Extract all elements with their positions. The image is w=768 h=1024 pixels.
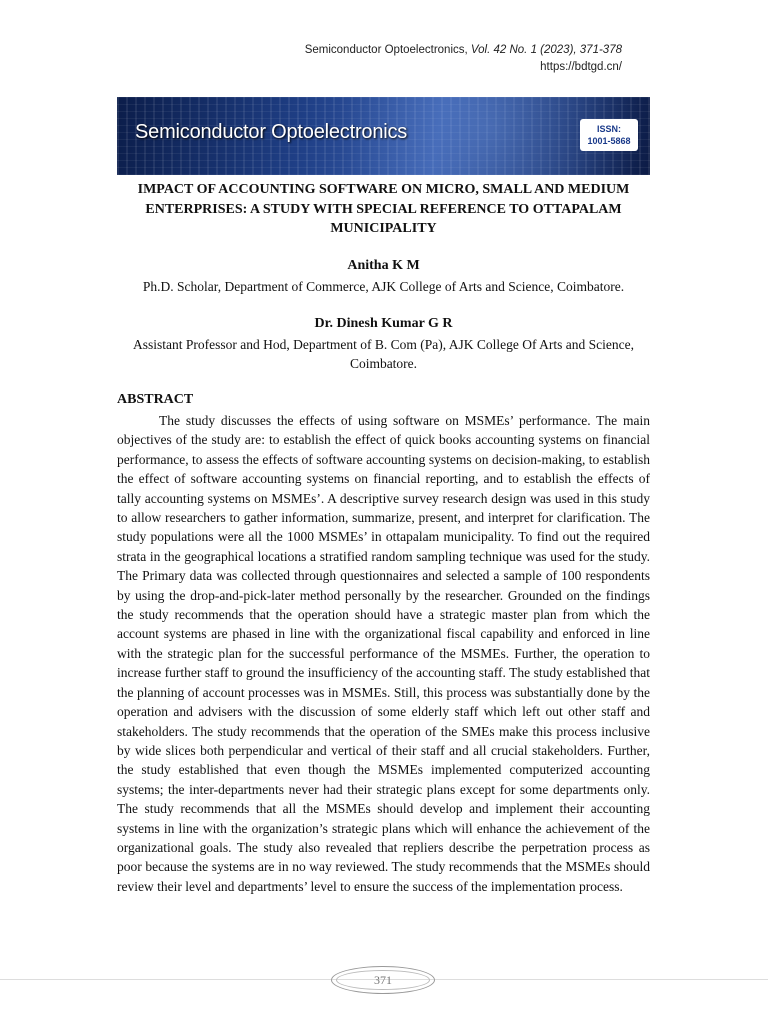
volume-info: Vol. 42 No. 1 (2023), 371-378 — [470, 44, 622, 56]
banner-title: Semiconductor Optoelectronics — [135, 121, 408, 143]
abstract-text: The study discusses the effects of using software on MSMEs’ performance. The main objectives of the study are: to establish the effect of quick books accounting systems on financial performance, to assess the effects of software accounting systems on decision-making, to establish the effect of software accounting systems on financial reporting, and to establish the effects of tally accounting systems on MSMEs’. A descriptive survey research design was used in this study to allow researchers to gather information, summarize, present, and interpret for clarification. The study populations were all the 1000 MSMEs’ in ottapalam municipality. To find out the required strata in the geographical locations a stratified random sampling technique was used for the study. The Primary data was collected through questionnaires and selected a sample of 100 respondents by using the drop-and-pick-later method personally by the researcher. Grounded on the findings the study recommends that the operation should have a strategic master plan from which the account systems are phased in line with the organizational fiscal capability and enforced in line with the strategic plan for the successful performance of the MSMEs. Further, the operation to increase further staff to ground the insufficiency of the accounting staff. The study established that the planning of account processes was in MSMEs. Still, this process was substantially done by the operation and advisers with the discussion of some elderly staff which left out other staff and stakeholders. The study recommends that the operation of the SMEs make this process inclusive by wide slices both perpendicular and vertical of their staff and all crucial stakeholders. Further, the study established that even though the MSMEs implemented computerized accounting systems; the inter-departments never had their strategic plans except for some departments only. The study recommends that all the MSMEs should develop and implement their accounting systems in line with the organization’s strategic plans which will enhance the achievement of the organizational goals. The study also revealed that repliers describe the perpetration process as poor because the systems are in no way reviewed. The study recommends that the MSMEs should review their level and departments’ level to ensure the success of the implementation process. — [117, 413, 650, 894]
journal-citation — [305, 42, 622, 59]
abstract-heading: ABSTRACT — [117, 392, 194, 407]
paper-title — [117, 180, 650, 239]
author-name-1: Anitha K M — [347, 258, 420, 273]
title-line: ENTERPRISES: A STUDY WITH SPECIAL REFERENCE TO OTTAPALAM — [145, 201, 622, 217]
page-number-badge — [331, 966, 435, 994]
issn-number: 1001-5868 — [587, 136, 631, 146]
author-affiliation-1: Ph.D. Scholar, Department of Commerce, AJK College of Arts and Science, Coimbatore. — [142, 279, 625, 294]
running-header — [305, 42, 622, 76]
issn-label: ISSN: — [596, 124, 621, 134]
title-line: IMPACT OF ACCOUNTING SOFTWARE ON MICRO, SMALL AND MEDIUM — [137, 182, 630, 197]
journal-url[interactable]: https://bdtgd.cn/ — [540, 61, 622, 73]
issn-badge — [580, 119, 638, 151]
author-affiliation-2: Assistant Professor and Hod, Department of B. Com (Pa), AJK College Of Arts and Science, Coimbatore. — [133, 337, 634, 371]
journal-banner — [117, 97, 650, 175]
title-line: MUNICIPALITY — [330, 221, 437, 236]
author-name-2: Dr. Dinesh Kumar G R — [314, 316, 453, 331]
page-number: 371 — [374, 973, 392, 987]
journal-name: Semiconductor Optoelectronics, — [304, 44, 468, 56]
